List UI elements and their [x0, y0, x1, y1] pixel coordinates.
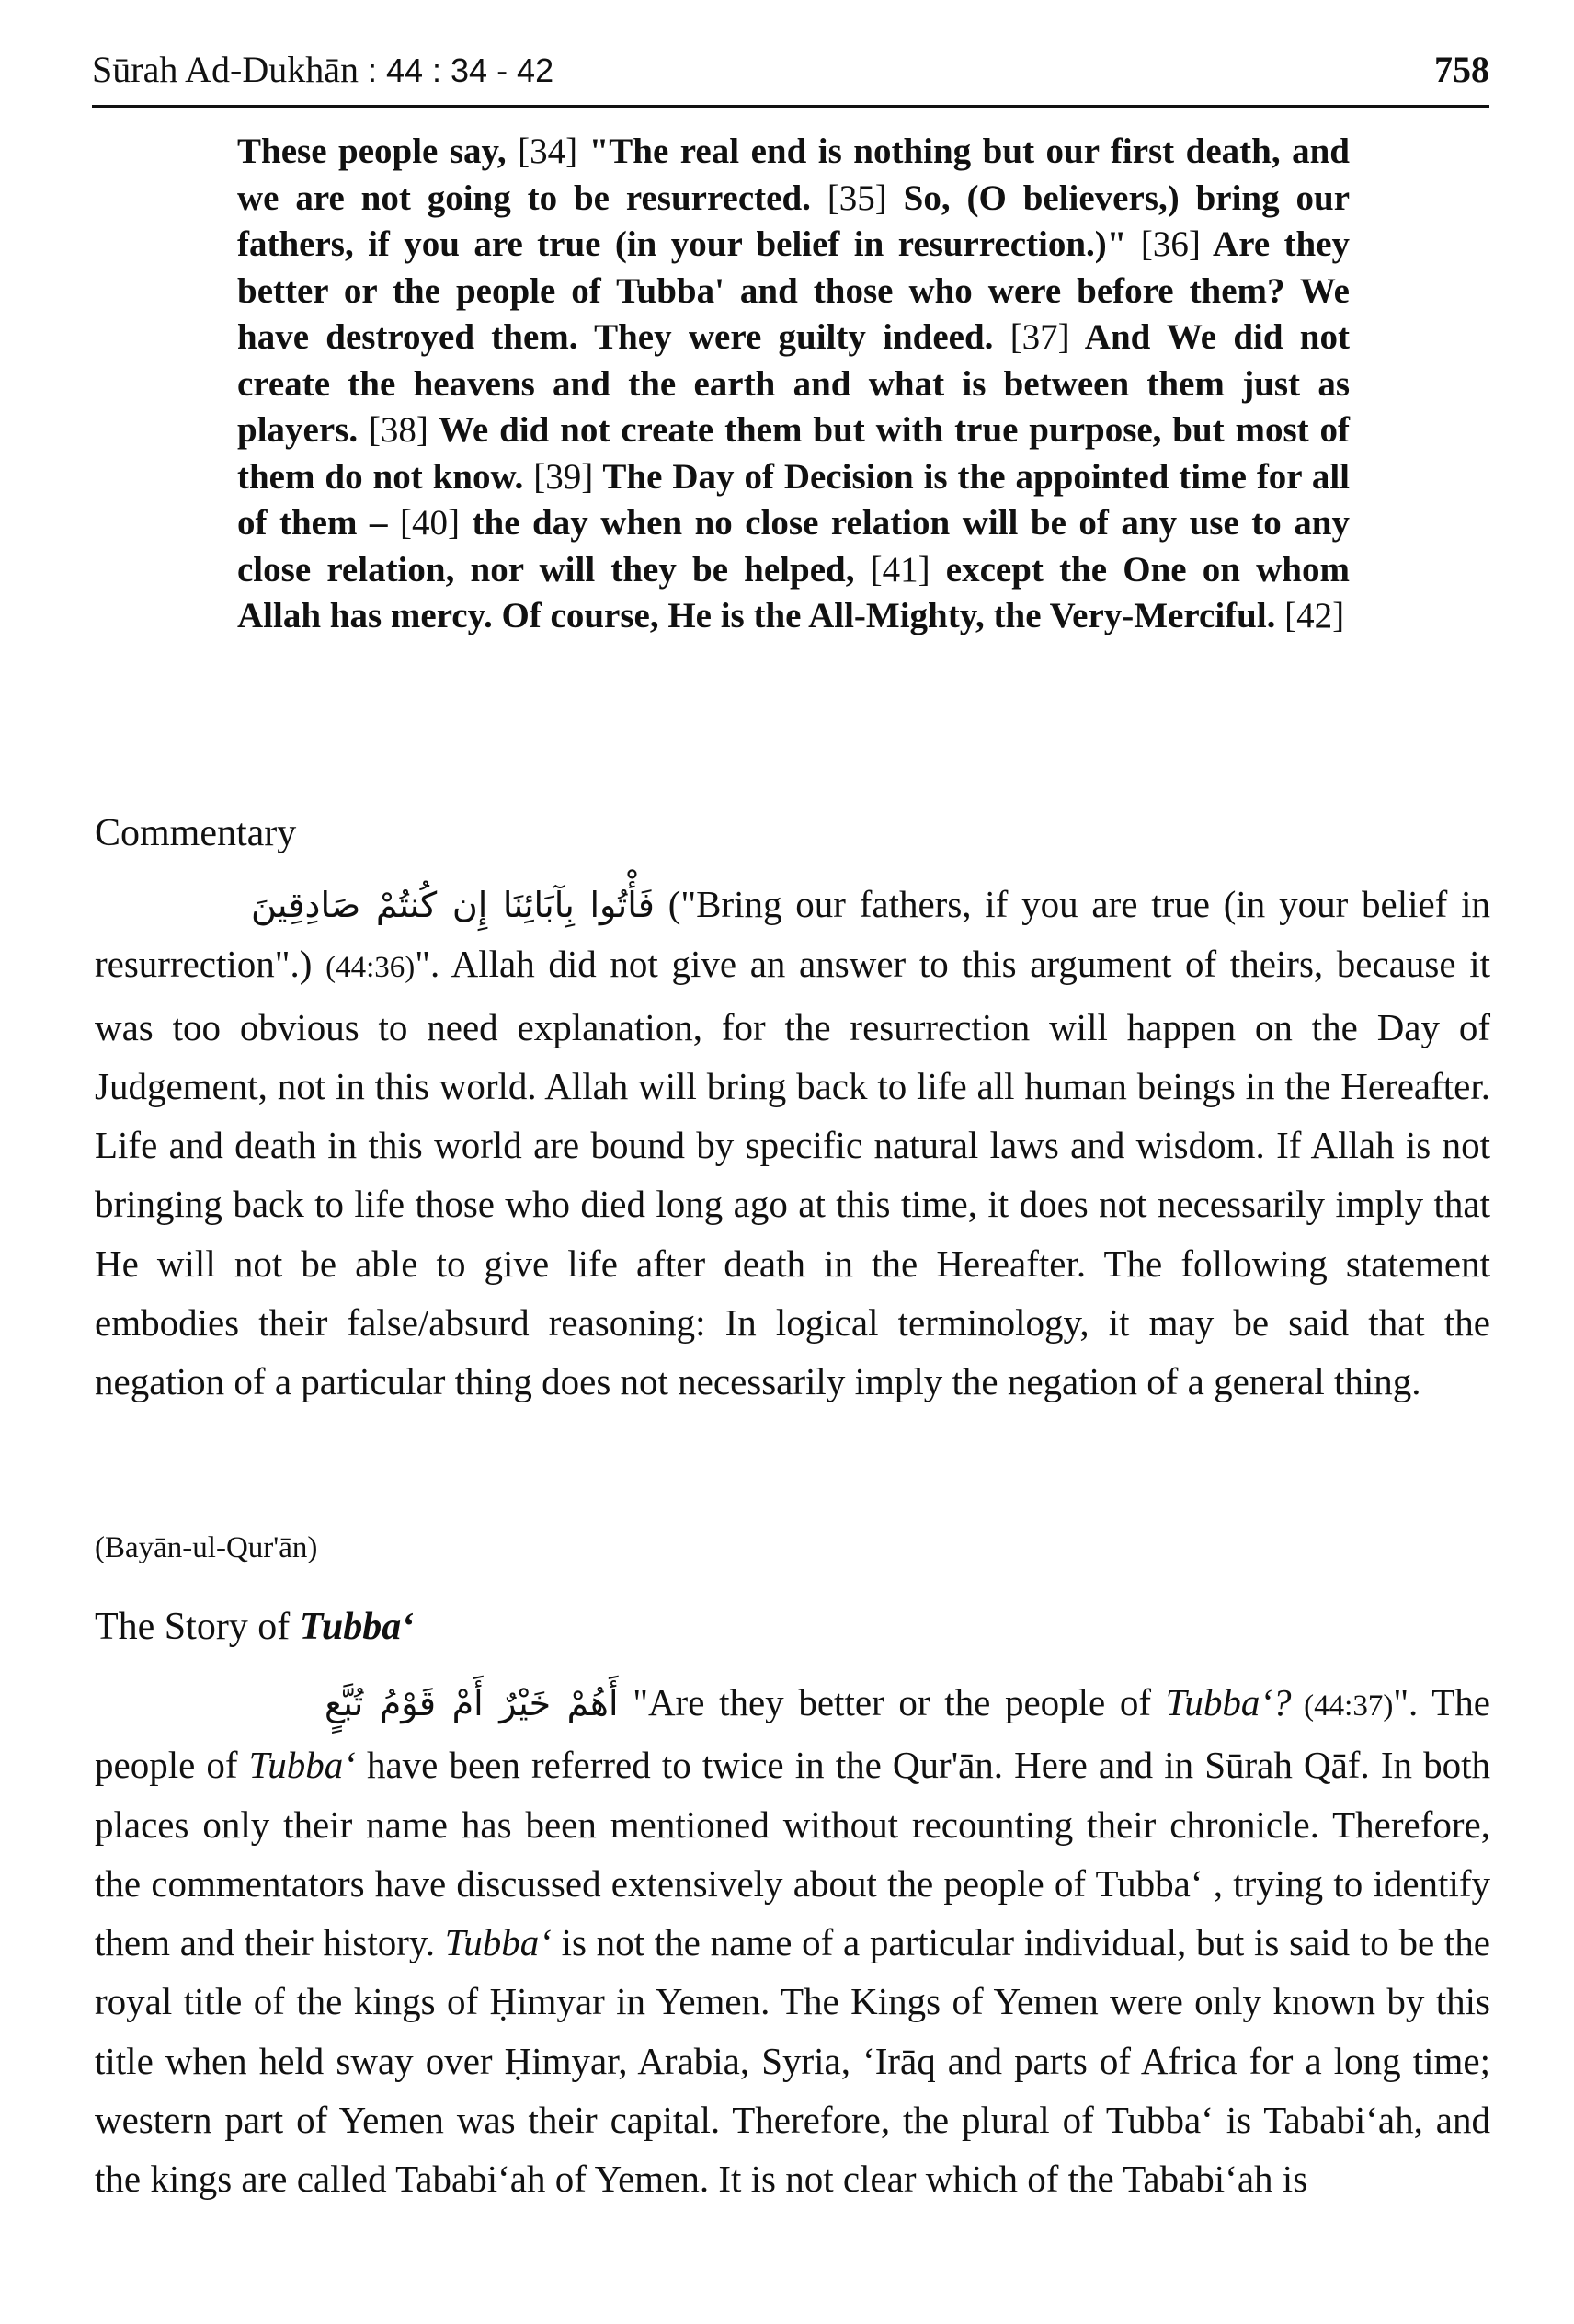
- verse-reference: (44:36): [325, 951, 416, 985]
- section-heading-story: [95, 1605, 414, 1649]
- commentary-body: [95, 875, 1490, 1412]
- arabic-quote: أَهُمْ خَيْرٌ أَمْ قَوْمُ تُبَّعٍ: [325, 1683, 619, 1723]
- verse-number: [34]: [518, 132, 578, 171]
- story-text: is not the name of a particular individual, but is said to be the royal title of the kings of Ḥimyar in Yemen. The Kings of Yemen were only known by this title when held sway over Ḥimyar, Arabia, Syria, ‘Irāq and parts of Africa for a long time; western part of Yemen was their capital. Therefore, the plural of Tubba‘ is Tababi‘ah, and the kings are called Tababi‘ah of Yemen. It is not clear which of the Tababi‘ah is: [95, 1921, 1490, 2201]
- italic-term: Tubba‘: [248, 1744, 356, 1787]
- page-number: 758: [1434, 49, 1489, 90]
- quote-text: ("Bring our fathers, if you are true (in your belief in resurrection".): [95, 883, 1490, 986]
- verse-translation: [237, 129, 1350, 640]
- verse-number: [37]: [1009, 317, 1070, 357]
- verse-number: [41]: [870, 549, 930, 590]
- translation-text: And We did not create the heavens and the earth and what is between them just as players.: [237, 317, 1350, 450]
- running-header: [92, 48, 1489, 105]
- verse-number: [38]: [368, 410, 428, 450]
- verse-number: [36]: [1140, 224, 1201, 264]
- story-body: [95, 1673, 1490, 2209]
- verse-number: [42]: [1284, 596, 1345, 635]
- translation-text: except the One on whom Allah has mercy. Of course, He is the All-Mighty, the Very-Merciful.: [237, 549, 1350, 635]
- commentary-text: ". Allah did not give an answer to this argument of theirs, because it was too obvious to need explanation, for the resurrection will happen on the Day of Judgement, not in this world. Allah will bring back to life all human beings in the Hereafter. Life and death in this world are bound by specific natural laws and wisdom. If Allah is not bringing back to life those who died long ago at this time, it does not necessarily imply that He will not be able to give life after death in the Hereafter. The following statement embodies their false/absurd reasoning: In logical terminology, it may be said that the negation of a particular thing does not necessarily imply the negation of a general thing.: [95, 943, 1490, 1403]
- translation-text: We did not create them but with true purpose, but most of them do not know.: [237, 410, 1351, 497]
- surah-name: Sūrah Ad-Dukhān: [92, 49, 359, 90]
- translation-text: "The real end is nothing but our first death, and we are not going to be resurrected.: [237, 132, 1350, 218]
- section-heading-commentary: Commentary: [95, 812, 297, 854]
- verse-number: [40]: [400, 503, 460, 543]
- translation-text: So, (O believers,) bring our fathers, if you are true (in your belief in resurrection.)": [237, 177, 1351, 264]
- verse-number: [35]: [827, 177, 887, 218]
- commentary-paragraph: [95, 875, 1490, 1412]
- translation-paragraph: [237, 129, 1350, 640]
- header-rule: [92, 105, 1489, 108]
- story-paragraph: [95, 1673, 1490, 2209]
- translation-text: These people say,: [237, 132, 519, 171]
- verse-reference: (44:37): [1291, 1689, 1394, 1723]
- translation-text: Are they better or the people of Tubba' and those who were before them? We have destroyed them. They were guilty indeed.: [237, 224, 1350, 357]
- heading-italic: Tubba‘: [299, 1606, 415, 1648]
- heading-text: The Story of: [95, 1606, 300, 1648]
- header-title: [92, 48, 553, 91]
- citation: (Bayān-ul-Qur'ān): [95, 1531, 318, 1564]
- italic-term: Tubba‘: [444, 1921, 552, 1964]
- story-text: ". The people of: [95, 1681, 1490, 1787]
- verse-range: : 44 : 34 - 42: [367, 52, 554, 89]
- italic-term: Tubba‘?: [1165, 1681, 1292, 1723]
- translation-text: the day when no close relation will be of any use to any close relation, nor will they be helped,: [237, 503, 1350, 590]
- story-text: have been referred to twice in the Qur'ān. Here and in Sūrah Qāf. In both places only their name has been mentioned without recounting their chronicle. Therefore, the commentators have discussed extensively about the people of Tubba‘ , trying to identify them and their history.: [95, 1744, 1490, 1964]
- translation-text: The Day of Decision is the appointed time for all of them –: [237, 456, 1351, 543]
- arabic-quote: فَأْتُوا بِآبَائِنَا إِن كُنتُمْ صَادِقِينَ: [251, 885, 655, 925]
- verse-number: [39]: [533, 456, 594, 497]
- quote-text: "Are they better or the people of: [618, 1681, 1166, 1723]
